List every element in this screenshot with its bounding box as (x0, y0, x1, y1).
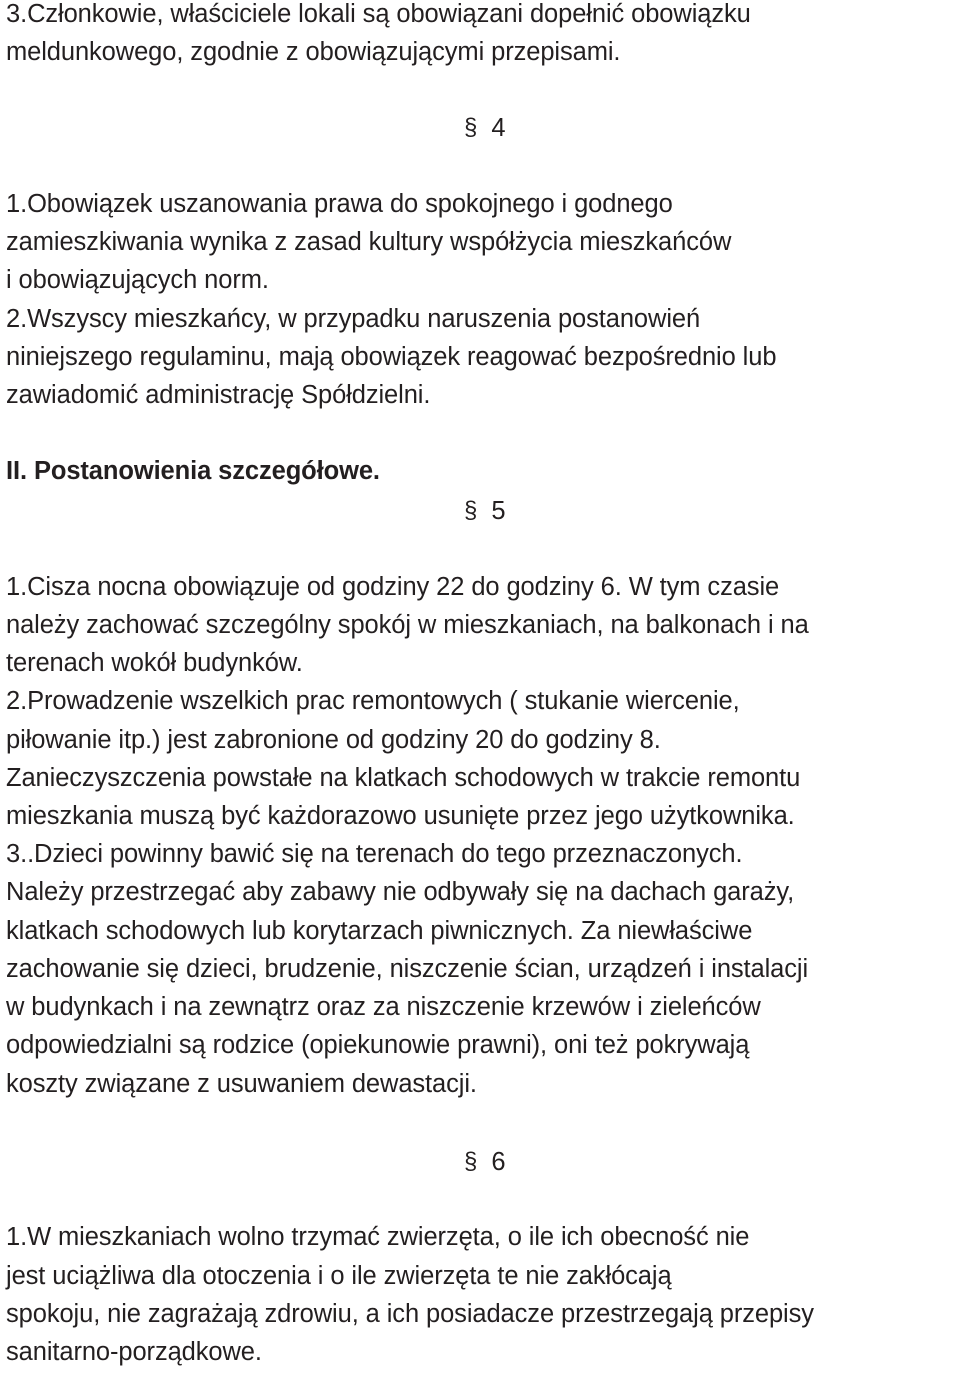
section-symbol-icon: § (464, 114, 478, 141)
chapter-heading: II. Postanowienia szczegółowe. (6, 457, 380, 485)
paragraph-line: zamieszkiwania wynika z zasad kultury współżycia mieszkańców (6, 228, 732, 256)
paragraph-line: jest uciążliwa dla otoczenia i o ile zwierzęta te nie zakłócają (6, 1262, 672, 1290)
paragraph-line: piłowanie itp.) jest zabronione od godziny 20 do godziny 8. (6, 726, 661, 754)
section-number-label: 5 (491, 497, 506, 525)
paragraph-line: należy zachować szczególny spokój w mieszkaniach, na balkonach i na (6, 611, 809, 639)
section-number-label: 4 (491, 114, 506, 142)
paragraph-line: w budynkach i na zewnątrz oraz za niszczenie krzewów i zieleńców (6, 993, 761, 1021)
paragraph-line: klatkach schodowych lub korytarzach piwnicznych. Za niewłaściwe (6, 917, 753, 945)
paragraph-line: 2.Wszyscy mieszkańcy, w przypadku naruszenia postanowień (6, 305, 701, 333)
paragraph-line: niniejszego regulaminu, mają obowiązek reagować bezpośrednio lub (6, 343, 777, 371)
paragraph-line: 3.Członkowie, właściciele lokali są obowiązani dopełnić obowiązku (6, 0, 751, 28)
paragraph-line: 2.Prowadzenie wszelkich prac remontowych ( stukanie wiercenie, (6, 687, 740, 715)
paragraph-line: 1.W mieszkaniach wolno trzymać zwierzęta, o ile ich obecność nie (6, 1223, 750, 1251)
paragraph-line: koszty związane z usuwaniem dewastacji. (6, 1070, 477, 1098)
paragraph-line: meldunkowego, zgodnie z obowiązującymi przepisami. (6, 38, 621, 66)
paragraph-line: spokoju, nie zagrażają zdrowiu, a ich posiadacze przestrzegają przepisy (6, 1300, 814, 1328)
section-symbol-icon: § (464, 1148, 478, 1175)
section-number-6 (464, 1143, 506, 1181)
paragraph-line: odpowiedzialni są rodzice (opiekunowie prawni), oni też pokrywają (6, 1031, 750, 1059)
paragraph-line: i obowiązujących norm. (6, 266, 269, 294)
paragraph-line: 3..Dzieci powinny bawić się na terenach do tego przeznaczonych. (6, 840, 743, 868)
paragraph-line: zachowanie się dzieci, brudzenie, niszczenie ścian, urządzeń i instalacji (6, 955, 809, 983)
paragraph-line: 1.Cisza nocna obowiązuje od godziny 22 do godziny 6. W tym czasie (6, 573, 780, 601)
paragraph-line: 1.Obowiązek uszanowania prawa do spokojnego i godnego (6, 190, 673, 218)
paragraph-line: zawiadomić administrację Spółdzielni. (6, 381, 431, 409)
paragraph-line: mieszkania muszą być każdorazowo usunięte przez jego użytkownika. (6, 802, 795, 830)
paragraph-line: Zanieczyszczenia powstałe na klatkach schodowych w trakcie remontu (6, 764, 801, 792)
section-symbol-icon: § (464, 497, 478, 524)
section-number-4 (464, 109, 506, 147)
section-number-5 (464, 492, 506, 530)
section-number-label: 6 (491, 1148, 506, 1176)
paragraph-line: Należy przestrzegać aby zabawy nie odbywały się na dachach garaży, (6, 878, 795, 906)
paragraph-line: sanitarno-porządkowe. (6, 1338, 262, 1366)
paragraph-line: terenach wokół budynków. (6, 649, 303, 677)
